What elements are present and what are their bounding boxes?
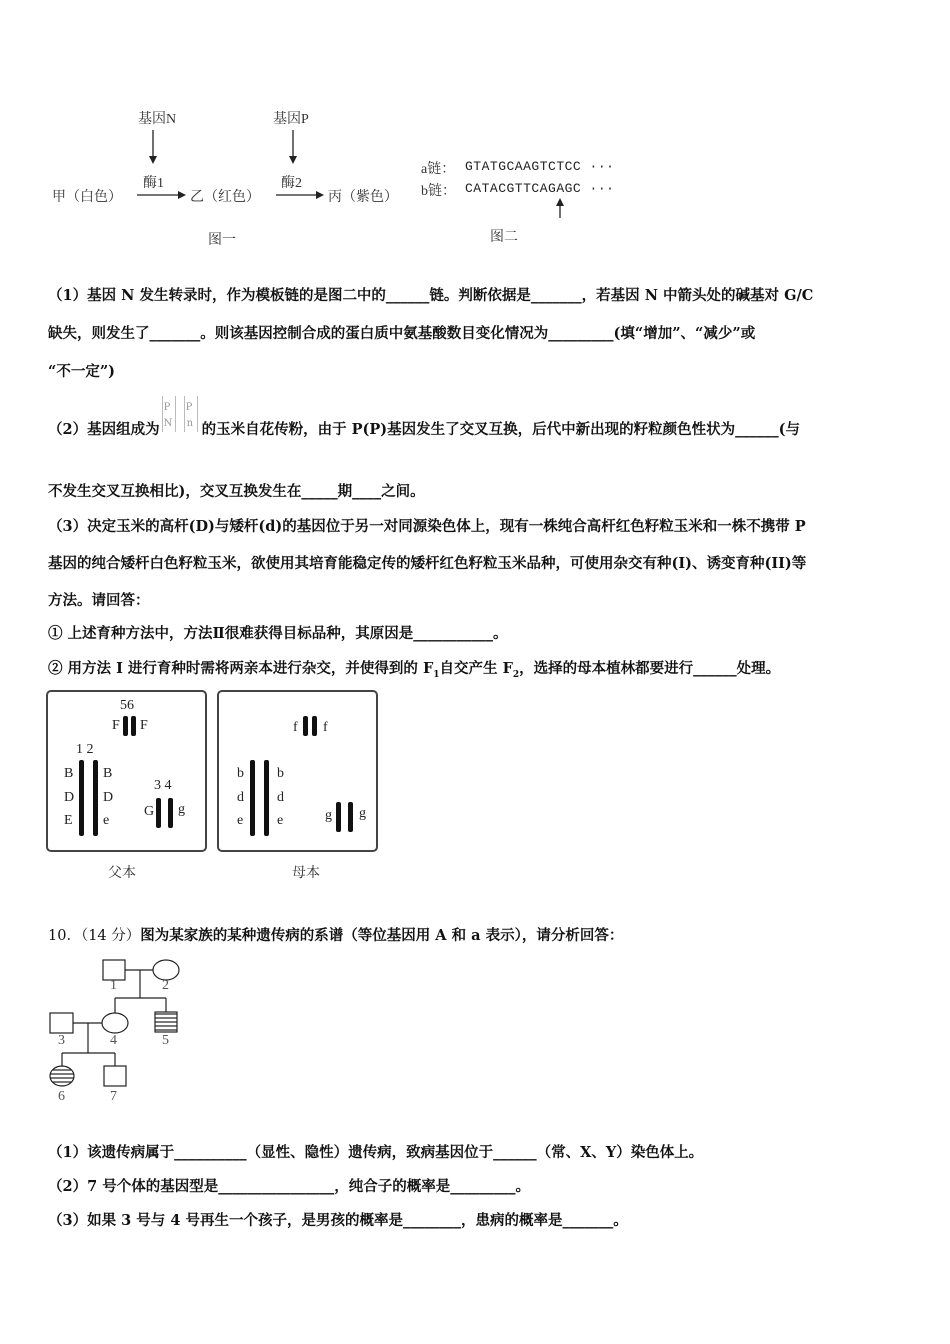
label-34: 3 4 <box>154 778 172 793</box>
jia-white: 甲（白色） <box>52 190 122 205</box>
f1-subscript: 1 <box>433 669 440 680</box>
enzyme-2-label: 酶2 <box>281 176 302 191</box>
q10-sub3: （3）如果 3 号与 4 号再生一个孩子，是男孩的概率是________，患病的概率是_______。 <box>48 1212 628 1229</box>
father-left-allele-2: D <box>64 790 75 805</box>
mother-f-left: f <box>293 720 298 735</box>
q9-part3-item2-a: ② 用方法 I 进行育种时需将两亲本进行杂交，并使得到的 F <box>48 660 434 677</box>
pedigree-label-6: 6 <box>58 1089 65 1104</box>
q9-part2-suffix: 的玉米自花传粉，由于 P(P)基因发生了交叉互换，后代中新出现的籽粒颜色性状为______(与 <box>201 421 801 438</box>
label-56: 56 <box>120 698 134 713</box>
q9-part1-line3: “不一定”) <box>48 363 116 380</box>
father-left-allele-1: B <box>64 766 74 781</box>
mother-g-right: g <box>359 806 366 821</box>
pedigree-label-3: 3 <box>58 1033 65 1048</box>
genotype-c1-bot: N <box>163 418 173 429</box>
mother-chromosome-b2 <box>264 760 269 836</box>
mother-caption: 母本 <box>292 865 320 881</box>
q9-part3-line3: 方法。请回答： <box>48 592 150 609</box>
individual-6-affected-female <box>50 1066 74 1086</box>
q9-part2-line2: 不发生交叉互换相比)，交叉互换发生在_____期____之间。 <box>48 483 425 500</box>
q10-number: 10．（14 分） <box>48 928 141 944</box>
father-right-allele-2: D <box>103 790 114 805</box>
q9-part3-item2-b: 自交产生 F <box>439 660 513 677</box>
mother-chromosome-f1 <box>303 716 308 736</box>
b-chain-label: b链： <box>421 184 456 199</box>
pedigree-label-5: 5 <box>162 1033 169 1048</box>
father-right-allele-1: B <box>103 766 113 781</box>
figure-2-caption: 图二 <box>490 229 518 245</box>
q10-stem-text: 图为某家族的某种遗传病的系谱（等位基因用 A 和 a 表示），请分析回答： <box>140 927 624 944</box>
q10-sub1: （1）该遗传病属于__________（显性、隐性）遗传病，致病基因位于______（常、X、Y）染色体上。 <box>48 1144 704 1161</box>
q9-part2-prefix: （2）基因组成为 <box>48 421 160 438</box>
mother-left-allele-3: e <box>237 813 244 828</box>
figure-1-caption: 图一 <box>208 232 236 248</box>
mother-chromosome-f2 <box>312 716 317 736</box>
a-chain-label: a链： <box>421 162 456 177</box>
father-left-allele-3: E <box>64 813 73 828</box>
pedigree-label-2: 2 <box>162 978 169 993</box>
q9-part3-item2-c: ，选择的母本植林都要进行______处理。 <box>519 660 781 677</box>
individual-3-male <box>50 1013 73 1033</box>
individual-1-male <box>103 960 125 980</box>
father-right-allele-3: e <box>103 813 110 828</box>
enzyme-1-label: 酶1 <box>143 176 164 191</box>
mother-right-allele-3: e <box>277 813 284 828</box>
label-12: 1 2 <box>76 742 94 757</box>
father-g: g <box>178 802 185 817</box>
father-caption: 父本 <box>108 865 136 881</box>
q9-part1-line2: 缺失，则发生了_______。则该基因控制合成的蛋白质中氨基酸数目变化情况为_________(填“增加”、“减少”或 <box>48 325 756 342</box>
mother-left-allele-1: b <box>237 766 244 781</box>
b-chain-sequence: CATACGTTCAGAGC ··· <box>465 181 615 196</box>
mother-f-right: f <box>323 720 328 735</box>
q9-part1-line1: （1）基因 N 发生转录时，作为模板链的是图二中的______链。判断依据是_______，若基因 N 中箭头处的碱基对 G/C <box>48 287 814 304</box>
yi-red: 乙（红色） <box>190 190 260 205</box>
individual-2-female <box>153 960 179 980</box>
pedigree-label-1: 1 <box>110 978 117 993</box>
mother-chromosome-g1 <box>336 802 341 832</box>
father-F-right: F <box>140 718 148 733</box>
genotype-c2-top: P <box>185 402 193 413</box>
mother-chromosome-g2 <box>348 802 353 832</box>
mother-left-allele-2: d <box>237 790 244 805</box>
pedigree-label-4: 4 <box>110 1033 117 1048</box>
mother-right-allele-2: d <box>277 790 284 805</box>
genotype-c1-top: P <box>163 402 171 413</box>
father-F-left: F <box>112 718 120 733</box>
mother-g-left: g <box>325 808 332 823</box>
genotype-c2-bot: n <box>186 418 194 429</box>
mother-right-allele-1: b <box>277 766 284 781</box>
pedigree-label-7: 7 <box>110 1089 117 1104</box>
bing-purple: 丙（紫色） <box>328 190 398 205</box>
a-chain-sequence: GTATGCAAGTCTCC ··· <box>465 159 615 174</box>
gene-n-label: 基因N <box>138 112 177 127</box>
individual-5-affected-male <box>155 1012 177 1032</box>
father-G: G <box>144 804 155 819</box>
individual-4-female <box>102 1013 128 1033</box>
pedigree-lines <box>0 0 260 1110</box>
q9-part3-item1: ① 上述育种方法中，方法Ⅱ很难获得目标品种，其原因是___________。 <box>48 625 508 642</box>
individual-7-male <box>104 1066 126 1086</box>
q10-sub2: （2）7 号个体的基因型是________________，纯合子的概率是_________。 <box>48 1178 530 1195</box>
q9-part3-line1: （3）决定玉米的高杆(D)与矮杆(d)的基因位于另一对同源染色体上，现有一株纯合高杆红色籽粒玉米和一株不携带 P <box>48 518 806 535</box>
gene-p-label: 基因P <box>273 112 309 127</box>
f2-subscript: 2 <box>512 669 520 680</box>
q9-part3-line2: 基因的纯合矮杆白色籽粒玉米，欲使用其培育能稳定传的矮杆红色籽粒玉米品种，可使用杂交有种(I)、诱变育种(II)等 <box>48 555 807 572</box>
